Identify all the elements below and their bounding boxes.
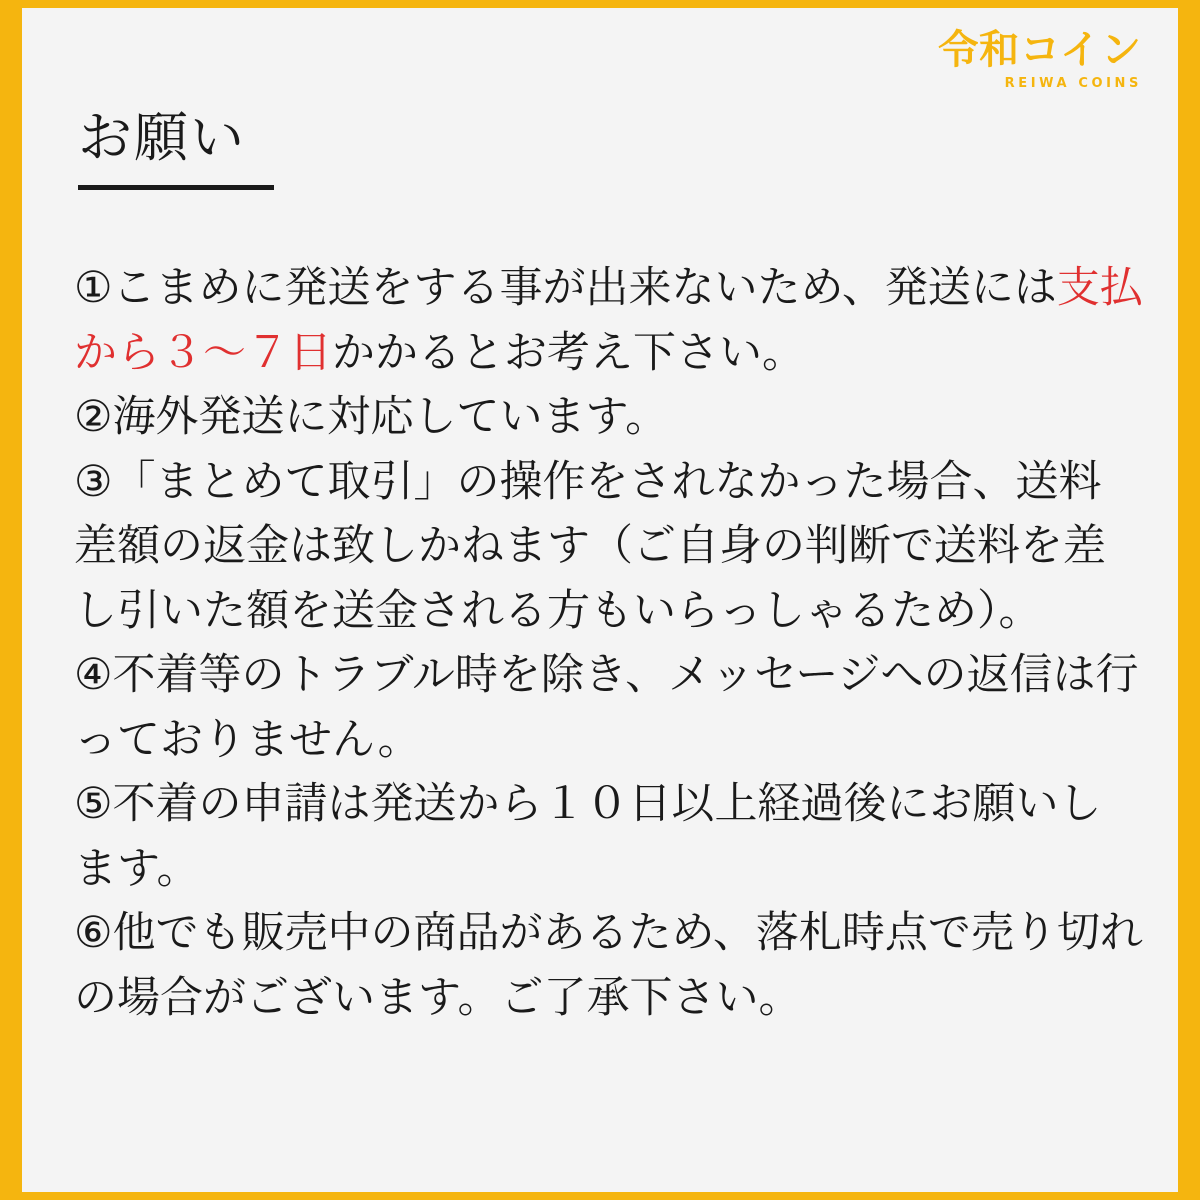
page-title-block: [78, 106, 274, 190]
title-underline: [78, 185, 274, 190]
notice-item-1-tail: かかるとお考え下さい。: [332, 327, 805, 378]
brand-logo-main: 令和コイン: [938, 27, 1142, 73]
notice-item-1: [74, 256, 1144, 385]
notice-item-5: ⑤不着の申請は発送から１０日以上経過後にお願いします。: [74, 779, 1102, 894]
brand-logo-sub: REIWA COINS: [1004, 76, 1142, 91]
notice-item-3: ③「まとめて取引」の操作をされなかった場合、送料差額の返金は致しかねます（ご自身の判断で送料を差し引いた額を送金される方もいらっしゃるため）。: [74, 456, 1106, 636]
notice-item-1-lead: ①こまめに発送をする事が出来ないため、発送には: [74, 263, 1057, 313]
notice-item-4: ④不着等のトラブル時を除き、メッセージへの返信は行っておりません。: [74, 650, 1139, 765]
notice-list: [74, 256, 1144, 1030]
notice-item-1-highlight: 支払から３〜７日: [74, 263, 1143, 378]
notice-item-6: ⑥他でも販売中の商品があるため、落札時点で売り切れの場合がございます。ご了承下さい。: [74, 908, 1143, 1023]
notice-card: [22, 8, 1178, 1192]
brand-logo: [938, 27, 1142, 91]
notice-item-2: ②海外発送に対応しています。: [74, 392, 669, 442]
page-title: お願い: [78, 106, 246, 169]
